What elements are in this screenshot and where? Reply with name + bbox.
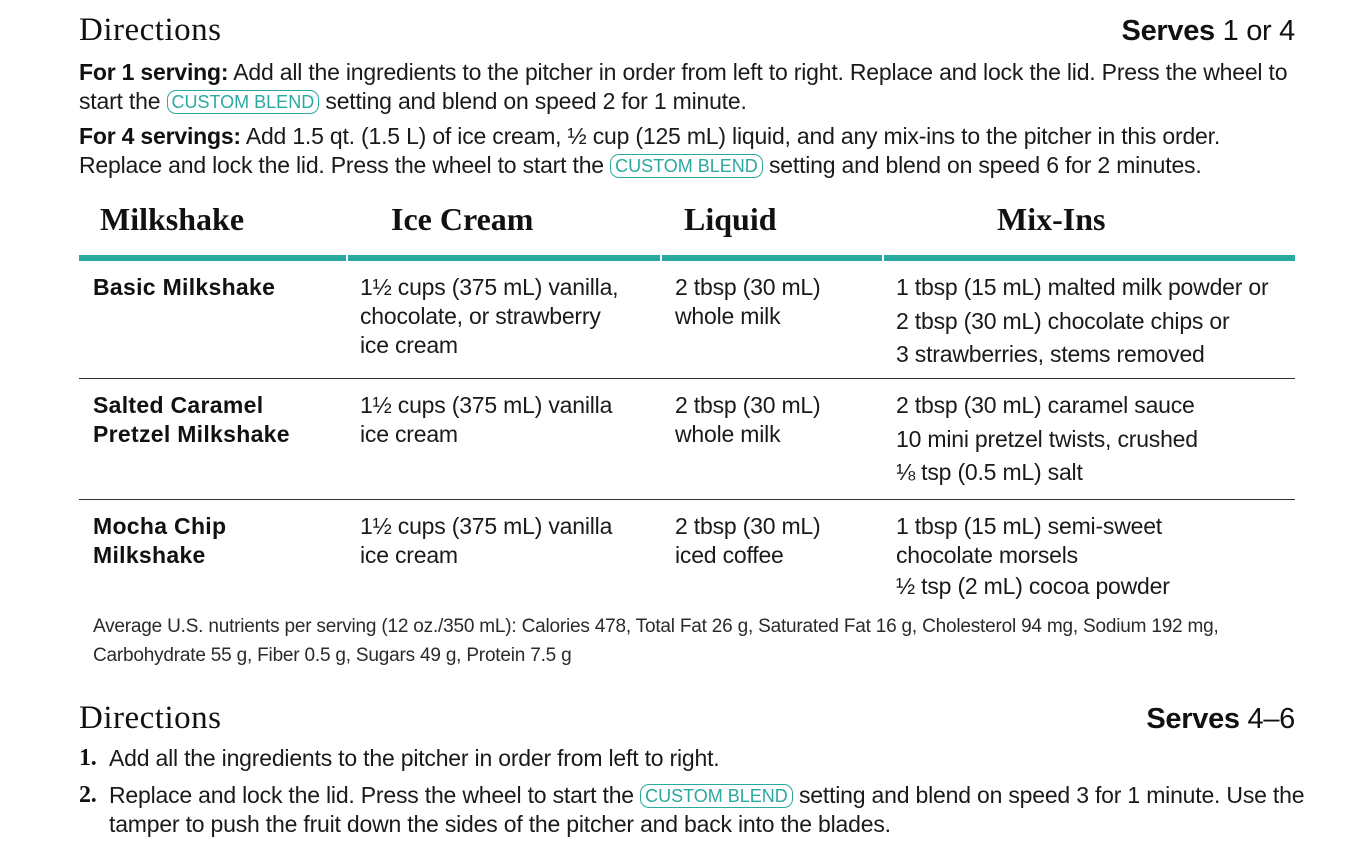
mix-in-item: 1 tbsp (15 mL) malted milk powder or: [896, 274, 1269, 300]
serves-value: 1 or 4: [1222, 15, 1295, 47]
header-liquid: Liquid: [684, 201, 777, 237]
four-servings-label: For 4 servings:: [79, 123, 241, 149]
serves-info: [1146, 703, 1295, 736]
mix-in-item: 2 tbsp (30 mL) caramel sauce: [896, 392, 1195, 418]
step-text-after: setting and blend on speed 3 for 1 minute. Use the tamper to push the fruit down the sides of the pitcher and back into the blades.: [109, 782, 1305, 837]
table-row: [79, 500, 1295, 612]
table-header: [79, 195, 1295, 261]
one-serving-text-after: setting and blend on speed 2 for 1 minute.: [325, 88, 747, 114]
one-serving-text-before: Add all the ingredients to the pitcher in order from left to right. Replace and lock the lid. Press the wheel to start the: [79, 59, 1288, 114]
mix-in-item: ⅛ tsp (0.5 mL) salt: [896, 459, 1083, 485]
step-number: 1.: [79, 745, 97, 771]
header-mix-ins: Mix-Ins: [997, 201, 1106, 237]
custom-blend-chip: CUSTOM BLEND: [610, 154, 763, 178]
step-text: Add all the ingredients to the pitcher in order from left to right.: [109, 745, 720, 771]
mix-in-item: 2 tbsp (30 mL) chocolate chips or: [896, 307, 1230, 334]
mix-ins-cell: [896, 512, 1186, 604]
milkshake-table: [79, 195, 1295, 612]
ice-cream-cell: 1½ cups (375 mL) vanilla ice cream: [360, 392, 613, 447]
directions-header: [79, 700, 1295, 737]
mix-in-item: 3 strawberries, stems removed: [896, 341, 1205, 367]
step-item: [79, 781, 1309, 839]
directions-title: Directions: [79, 700, 222, 736]
table-row: [79, 261, 1295, 379]
one-serving-label: For 1 serving:: [79, 59, 229, 85]
direction-one-serving: [79, 58, 1299, 116]
four-servings-text-before: Add 1.5 qt. (1.5 L) of ice cream, ½ cup (125 mL) liquid, and any mix-ins to the pitcher in this order. Replace and lock the lid. Press the wheel to start the: [79, 123, 1221, 178]
milkshake-name: Basic Milkshake: [93, 274, 276, 300]
milkshake-name: Mocha Chip Milkshake: [93, 513, 227, 568]
ice-cream-cell: 1½ cups (375 mL) vanilla, chocolate, or strawberry ice cream: [360, 274, 619, 358]
liquid-cell: 2 tbsp (30 mL) whole milk: [675, 392, 821, 447]
mix-ins-cell: [896, 273, 1291, 372]
mix-in-item: ½ tsp (2 mL) cocoa powder: [896, 573, 1170, 599]
mix-ins-cell: [896, 391, 1291, 490]
nutrition-note: Average U.S. nutrients per serving (12 oz./350 mL): Calories 478, Total Fat 26 g, Saturated Fat 16 g, Cholesterol 94 mg, Sodium 192 mg, Carbohydrate 55 g, Fiber 0.5 g, Sugars 49 g, Protein 7.5 g: [93, 616, 1219, 666]
four-servings-text-after: setting and blend on speed 6 for 2 minutes.: [769, 152, 1202, 178]
serves-label: Serves: [1121, 15, 1215, 47]
direction-steps: [79, 744, 1309, 839]
custom-blend-chip: CUSTOM BLEND: [167, 90, 320, 114]
milkshake-name: Salted Caramel Pretzel Milkshake: [93, 392, 290, 447]
liquid-cell: 2 tbsp (30 mL) whole milk: [675, 274, 821, 329]
header-ice-cream: Ice Cream: [391, 201, 534, 237]
header-milkshake: Milkshake: [100, 201, 245, 237]
step-text-before: Replace and lock the lid. Press the wheel to start the: [109, 782, 634, 808]
serves-label: Serves: [1146, 703, 1240, 735]
directions-title: Directions: [79, 12, 222, 48]
ice-cream-cell: 1½ cups (375 mL) vanilla ice cream: [360, 513, 613, 568]
serves-value: 4–6: [1247, 703, 1295, 735]
mix-in-item: 1 tbsp (15 mL) semi-sweet chocolate morsels: [896, 513, 1162, 568]
liquid-cell: 2 tbsp (30 mL) iced coffee: [675, 513, 821, 568]
step-item: [79, 744, 1309, 773]
step-number: 2.: [79, 782, 97, 808]
mix-in-item: 10 mini pretzel twists, crushed: [896, 425, 1198, 452]
direction-four-servings: [79, 122, 1299, 180]
directions-header: [79, 12, 1295, 49]
table-row: [79, 379, 1295, 500]
custom-blend-chip: CUSTOM BLEND: [640, 784, 793, 808]
serves-info: [1122, 15, 1295, 48]
